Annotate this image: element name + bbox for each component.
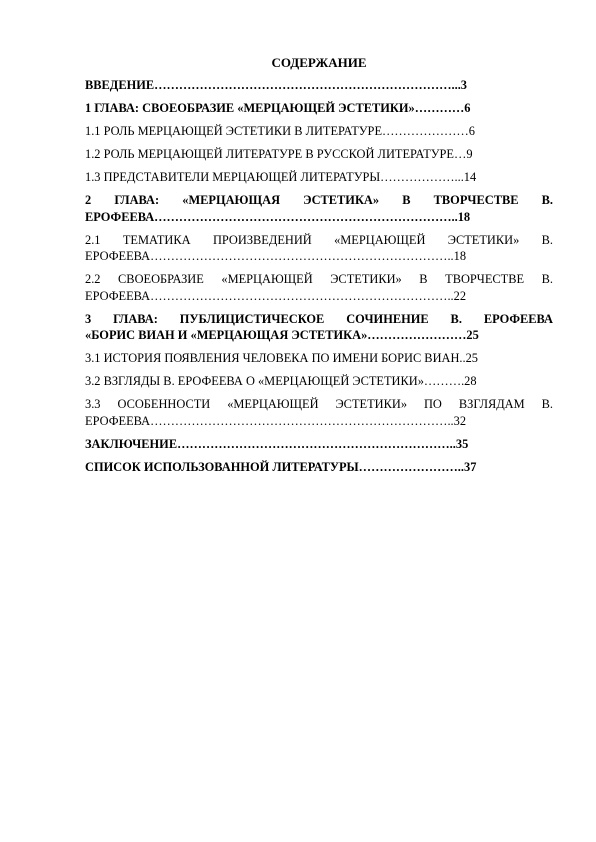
toc-entry-chapter-1: 1 ГЛАВА: СВОЕОБРАЗИЕ «МЕРЦАЮЩЕЙ ЭСТЕТИКИ»…………6 bbox=[85, 101, 471, 115]
toc-entry-section-2-1 bbox=[85, 232, 553, 265]
toc-entry-section-1-2: 1.2 РОЛЬ МЕРЦАЮЩЕЙ ЛИТЕРАТУРЕ В РУССКОЙ ЛИТЕРАТУРЕ…9 bbox=[85, 147, 473, 161]
toc-entry-chapter-3-line1: 3 ГЛАВА: ПУБЛИЦИСТИЧЕСКОЕ СОЧИНЕНИЕ В. ЕРОФЕЕВА bbox=[85, 311, 553, 326]
toc-entry-section-3-2: 3.2 ВЗГЛЯДЫ В. ЕРОФЕЕВА О «МЕРЦАЮЩЕЙ ЭСТЕТИКИ»……….28 bbox=[85, 374, 477, 388]
toc-entry-section-3-3 bbox=[85, 396, 553, 429]
toc-entry-chapter-2-line2: ЕРОФЕЕВА………………………………………………………………..18 bbox=[85, 209, 471, 224]
toc-entry-section-3-3-line2: ЕРОФЕЕВА………………………………………………………………..32 bbox=[85, 413, 467, 428]
toc-entry-section-2-2-line2: ЕРОФЕЕВА………………………………………………………………..22 bbox=[85, 288, 467, 303]
toc-entry-chapter-3 bbox=[85, 311, 553, 344]
toc-entry-chapter-2 bbox=[85, 192, 553, 225]
toc-entry-conclusion: ЗАКЛЮЧЕНИЕ…………………………………………………………..35 bbox=[85, 436, 469, 451]
toc-entry-section-2-2-line1: 2.2 СВОЕОБРАЗИЕ «МЕРЦАЮЩЕЙ ЭСТЕТИКИ» В ТВОРЧЕСТВЕ В. bbox=[85, 272, 553, 286]
toc-entry-section-2-1-line2: ЕРОФЕЕВА………………………………………………………………..18 bbox=[85, 249, 467, 263]
toc-entry-introduction: ВВЕДЕНИЕ………………………………………………………………...3 bbox=[85, 78, 467, 92]
toc-entry-section-3-1: 3.1 ИСТОРИЯ ПОЯВЛЕНИЯ ЧЕЛОВЕКА ПО ИМЕНИ БОРИС ВИАН..25 bbox=[85, 351, 478, 365]
toc-entry-section-2-1-line1: 2.1 ТЕМАТИКА ПРОИЗВЕДЕНИЙ «МЕРЦАЮЩЕЙ ЭСТЕТИКИ» В. bbox=[85, 232, 553, 247]
toc-entry-section-2-2 bbox=[85, 271, 553, 304]
toc-entry-bibliography: СПИСОК ИСПОЛЬЗОВАННОЙ ЛИТЕРАТУРЫ……………………..37 bbox=[85, 459, 477, 474]
toc-entry-chapter-2-line1: 2 ГЛАВА: «МЕРЦАЮЩАЯ ЭСТЕТИКА» В ТВОРЧЕСТВЕ В. bbox=[85, 193, 553, 207]
toc-entry-section-3-3-line1: 3.3 ОСОБЕННОСТИ «МЕРЦАЮЩЕЙ ЭСТЕТИКИ» ПО ВЗГЛЯДАМ В. bbox=[85, 397, 553, 411]
table-of-contents bbox=[85, 54, 553, 482]
toc-entry-section-1-3: 1.3 ПРЕДСТАВИТЕЛИ МЕРЦАЮЩЕЙ ЛИТЕРАТУРЫ………………...14 bbox=[85, 170, 477, 184]
toc-entry-chapter-3-line2: «БОРИС ВИАН И «МЕРЦАЮЩАЯ ЭСТЕТИКА»……………………25 bbox=[85, 328, 479, 342]
toc-entry-section-1-1: 1.1 РОЛЬ МЕРЦАЮЩЕЙ ЭСТЕТИКИ В ЛИТЕРАТУРЕ…………………6 bbox=[85, 124, 475, 138]
toc-title: СОДЕРЖАНИЕ bbox=[271, 55, 367, 70]
